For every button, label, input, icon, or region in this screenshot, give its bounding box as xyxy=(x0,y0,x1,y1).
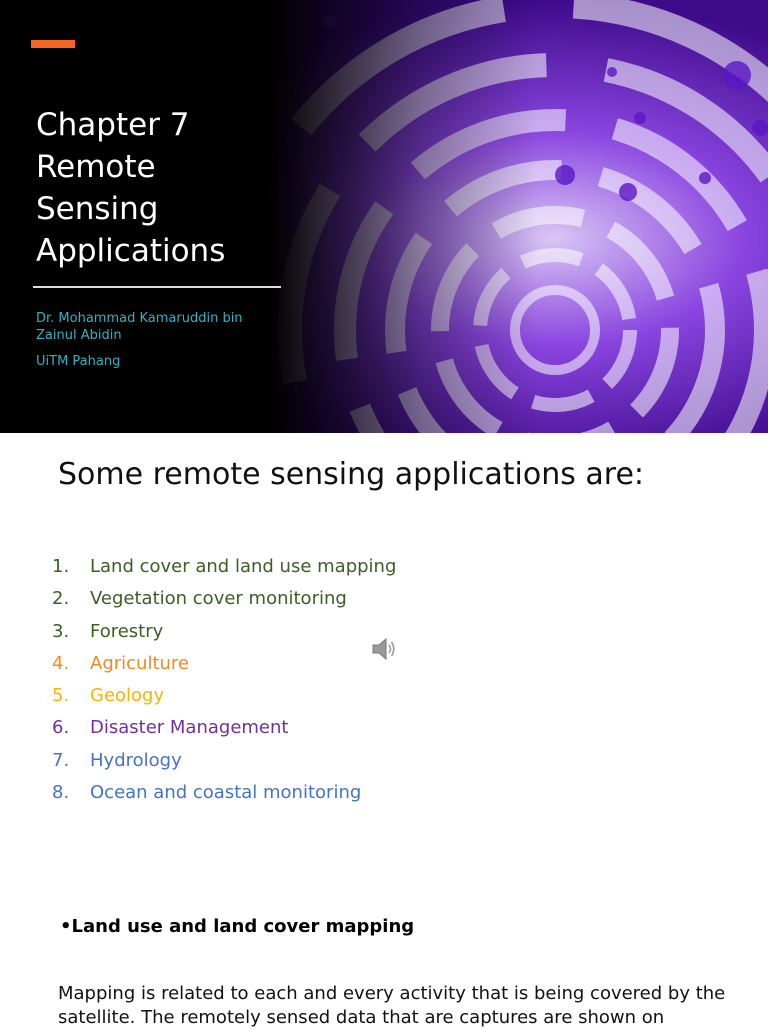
title-line-3: Sensing xyxy=(36,191,159,227)
applications-list xyxy=(52,551,396,809)
list-item-label: Agriculture xyxy=(90,652,189,674)
list-item-number: 7. xyxy=(52,749,70,771)
list-item-label: Ocean and coastal monitoring xyxy=(90,782,362,804)
speaker-icon[interactable] xyxy=(370,636,398,662)
slide-title xyxy=(36,104,286,272)
body-paragraph: Mapping is related to each and every activity that is being covered by the satellite. The remotely sensed data that are captures are shown on xyxy=(58,983,726,1028)
list-item xyxy=(52,777,396,809)
list-item-number: 5. xyxy=(52,685,70,707)
list-item-label: Forestry xyxy=(90,620,164,642)
list-item-label: Disaster Management xyxy=(90,717,289,739)
applications-slide xyxy=(0,433,768,1028)
title-line-2: Remote xyxy=(36,149,156,185)
institution: UiTM Pahang xyxy=(36,354,121,369)
list-item-number: 4. xyxy=(52,652,70,674)
list-item xyxy=(52,616,396,648)
list-item-label: Hydrology xyxy=(90,749,182,771)
list-item xyxy=(52,712,396,744)
list-item xyxy=(52,680,396,712)
list-item xyxy=(52,745,396,777)
title-divider xyxy=(33,286,281,288)
accent-bar xyxy=(31,40,75,48)
list-item-label: Geology xyxy=(90,685,165,707)
list-item xyxy=(52,583,396,615)
slide-heading: Some remote sensing applications are: xyxy=(58,457,645,492)
title-line-4: Applications xyxy=(36,233,226,269)
bullet-marker: • xyxy=(60,916,72,937)
list-item-number: 1. xyxy=(52,556,70,577)
list-item-number: 2. xyxy=(52,588,70,610)
list-item xyxy=(52,551,396,583)
bullet-heading xyxy=(60,916,414,937)
title-line-1: Chapter 7 xyxy=(36,107,190,143)
title-slide xyxy=(0,0,768,433)
bullet-heading-text: Land use and land cover mapping xyxy=(71,916,415,937)
list-item-number: 6. xyxy=(52,717,70,739)
list-item-label: Land cover and land use mapping xyxy=(90,556,397,577)
list-item-label: Vegetation cover monitoring xyxy=(90,588,347,610)
author-line-1: Dr. Mohammad Kamaruddin bin xyxy=(36,311,243,326)
list-item-number: 8. xyxy=(52,782,70,804)
list-item-number: 3. xyxy=(52,620,70,642)
list-item xyxy=(52,648,396,680)
author-line-2: Zainul Abidin xyxy=(36,328,122,343)
